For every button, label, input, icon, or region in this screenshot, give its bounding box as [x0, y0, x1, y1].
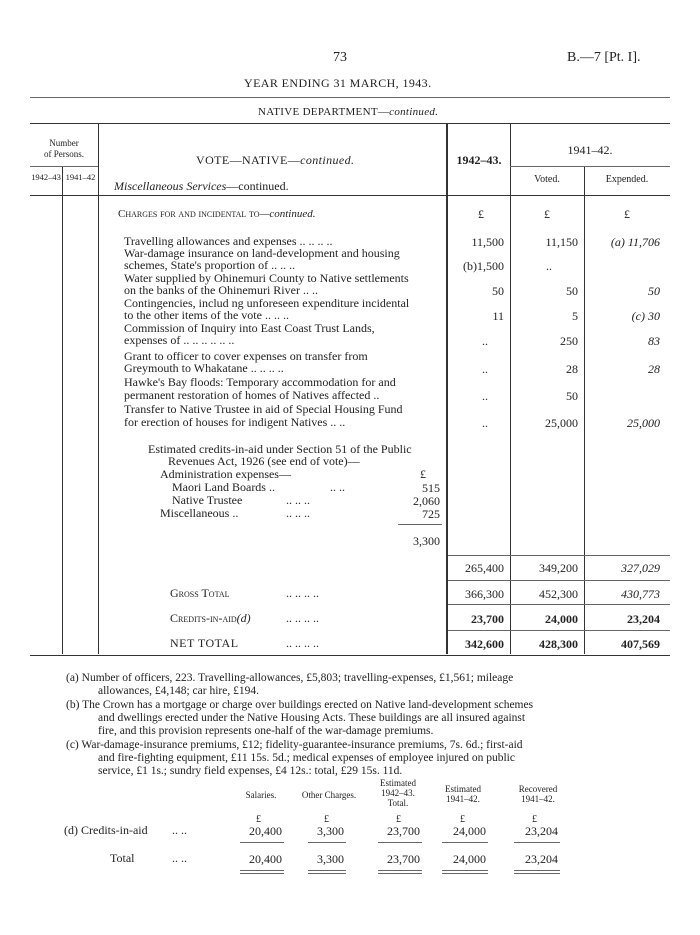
- vote-continued: continued.: [300, 153, 355, 167]
- summary-row-dots: .. ..: [172, 823, 187, 837]
- item-line: Hawke's Bay floods: Temporary accommodation for and: [124, 375, 396, 389]
- year-title: YEAR ENDING 31 MARCH, 1943.: [244, 76, 432, 90]
- summary-head-estimated-1942-43: [370, 778, 426, 808]
- credits-intro-line-1: Estimated credits-in-aid under Section 51 of the Public: [148, 442, 412, 456]
- subtotal-estimate: 265,400: [465, 561, 504, 575]
- table-head-bottom-rule: [30, 195, 670, 196]
- footnote-a-line-2: allowances, £4,148; car hire, £194.: [98, 685, 259, 697]
- item-expended: 28: [648, 362, 660, 376]
- subtotal-rule: [448, 555, 670, 556]
- summary-cell: 3,300: [317, 824, 344, 838]
- gross-total-voted: 452,300: [539, 587, 578, 601]
- header-rule: [30, 97, 670, 98]
- credits-in-aid-estimate: 23,700: [471, 612, 504, 626]
- summary-cell: 20,400: [249, 824, 282, 838]
- item-expended: (a) 11,706: [610, 235, 660, 249]
- credits-rule: [448, 604, 670, 605]
- item-line: War-damage insurance on land-development and housing: [124, 246, 400, 260]
- item-line: to the other items of the vote .. .. ..: [124, 308, 289, 322]
- item-voted: 5: [572, 309, 578, 323]
- summary-head-estimated-1941-42: [430, 784, 496, 804]
- summary-head-estimated-41-line: 1941–42.: [446, 794, 480, 804]
- summary-head-recovered-1941-42: [506, 784, 570, 804]
- credits-row-dots: .. .. ..: [286, 506, 310, 520]
- col-divider-persons: [98, 124, 99, 654]
- summary-total-cell: 23,204: [525, 852, 558, 866]
- expended-heading: Expended.: [605, 174, 649, 185]
- summary-double-rule: [378, 870, 422, 871]
- credits-row-label: Native Trustee: [172, 493, 243, 507]
- summary-double-rule: [308, 873, 346, 874]
- gross-total-expended: 430,773: [621, 587, 660, 601]
- credits-total-value: 3,300: [413, 534, 440, 548]
- item-expended: 50: [648, 284, 660, 298]
- credits-row-value: 2,060: [413, 494, 440, 508]
- item-voted: 11,150: [545, 235, 578, 249]
- charges-heading: [118, 208, 315, 220]
- item-line: expenses of .. .. .. .. .. ..: [124, 333, 235, 347]
- summary-double-rule: [514, 870, 560, 871]
- credits-in-aid-voted: 24,000: [545, 612, 578, 626]
- credits-row-dots: .. .. ..: [286, 493, 310, 507]
- misc-services-heading: [114, 179, 289, 194]
- item-line: Transfer to Native Trustee in aid of Special Housing Fund: [124, 402, 403, 416]
- credits-pound-sign: £: [420, 467, 426, 481]
- persons-heading-2: of Persons.: [44, 149, 84, 159]
- footnote-c-line-2: and fire-fighting equipment, £11 15s. 5d.; medical expenses of employee injured on public: [98, 752, 515, 764]
- item-voted: 250: [560, 334, 578, 348]
- vote-heading: [196, 153, 354, 168]
- pound-sign-estimate: £: [478, 207, 484, 221]
- credits-sum-rule: [398, 524, 442, 525]
- item-line: on the banks of the Ohinemuri River .. ..: [124, 283, 318, 297]
- summary-head-estimated-line: Total.: [387, 798, 409, 808]
- credits-in-aid-dots: .. .. .. ..: [286, 611, 319, 625]
- page-number: 73: [333, 50, 347, 65]
- item-estimate: ..: [482, 416, 488, 430]
- net-total-voted: 428,300: [539, 637, 578, 651]
- document-reference: B.—7 [Pt. I].: [567, 50, 641, 65]
- summary-pound-salaries: £: [256, 814, 261, 825]
- credits-in-aid-label-wrap: [170, 612, 251, 625]
- summary-head-other-charges: Other Charges.: [301, 790, 357, 800]
- charges-continued: —continued.: [259, 208, 316, 220]
- charges-label: Charges for and incidental to: [118, 208, 260, 220]
- item-voted: 50: [566, 284, 578, 298]
- summary-total-cell: 20,400: [249, 852, 282, 866]
- table-top-rule: [30, 123, 670, 124]
- subtotal-expended: 327,029: [621, 561, 660, 575]
- credits-row-label: Maori Land Boards ..: [172, 480, 275, 494]
- net-rule: [448, 630, 670, 631]
- summary-total-cell: 23,700: [387, 852, 420, 866]
- item-expended: 25,000: [627, 416, 660, 430]
- department-continued: continued.: [389, 106, 439, 118]
- net-total-dots: .. .. .. ..: [286, 636, 319, 650]
- gross-rule: [448, 580, 670, 581]
- col-1942-43-heading: 1942–43.: [456, 153, 502, 167]
- credits-in-aid-expended: 23,204: [627, 612, 660, 626]
- footnote-a-line-1: (a) Number of officers, 223. Travelling-allowances, £5,803; travelling-expenses, £1,561; mileage: [66, 672, 514, 684]
- item-estimate: 50: [492, 284, 504, 298]
- summary-double-rule: [442, 873, 488, 874]
- misc-services-continued: —continued.: [226, 179, 289, 193]
- gross-total-dots: .. .. .. ..: [286, 586, 319, 600]
- summary-total-cell: 24,000: [453, 852, 486, 866]
- item-voted: ..: [546, 259, 552, 273]
- credits-in-aid-ref: (d): [236, 611, 251, 625]
- summary-total-cell: 3,300: [317, 852, 344, 866]
- gross-total-estimate: 366,300: [465, 587, 504, 601]
- footnote-c-line-3: service, £1 1s.; sundry field expenses, £4 12s.: total, £29 15s. 11d.: [98, 765, 403, 777]
- footnote-b-line-3: fire, and this provision represents one-half of the war-damage premiums.: [98, 725, 434, 737]
- persons-col-1942-43: 1942–43: [31, 172, 61, 182]
- persons-heading-1: Number: [49, 138, 79, 148]
- summary-double-rule: [240, 873, 284, 874]
- gross-total-label: Gross Total: [170, 586, 230, 600]
- summary-row-label: (d) Credits-in-aid: [64, 823, 148, 837]
- misc-services-label: Miscellaneous Services: [114, 179, 227, 193]
- credits-row-dots: .. ..: [330, 480, 345, 494]
- net-total-estimate: 342,600: [465, 637, 504, 651]
- summary-head-estimated-line: Estimated: [380, 778, 416, 788]
- summary-head-recovered-line: 1941–42.: [521, 794, 555, 804]
- item-line: permanent restoration of homes of Natives affected ..: [124, 388, 380, 402]
- summary-double-rule: [378, 873, 422, 874]
- summary-pound-recovered: £: [532, 814, 537, 825]
- summary-pound-est42: £: [460, 814, 465, 825]
- summary-rule: [442, 842, 488, 843]
- item-line: Greymouth to Whakatane .. .. .. ..: [124, 361, 284, 375]
- net-total-expended: 407,569: [621, 637, 660, 651]
- summary-head-recovered-line: Recovered: [518, 784, 558, 794]
- department-name: NATIVE DEPARTMENT—: [258, 106, 390, 118]
- summary-double-rule: [442, 870, 488, 871]
- item-line: Water supplied by Ohinemuri County to Native settlements: [124, 271, 409, 285]
- credits-admin-heading: Administration expenses—: [160, 467, 291, 481]
- summary-double-rule: [308, 870, 346, 871]
- subtotal-voted: 349,200: [539, 561, 578, 575]
- summary-pound-est43: £: [396, 814, 401, 825]
- item-estimate: ..: [482, 389, 488, 403]
- footnote-b-line-2: and dwellings erected under the Native Housing Acts. These buildings are all insured against: [98, 712, 526, 724]
- summary-total-dots: .. ..: [172, 851, 187, 865]
- summary-rule: [514, 842, 560, 843]
- summary-rule: [240, 842, 284, 843]
- item-estimate: ..: [482, 362, 488, 376]
- item-line: for erection of houses for indigent Natives .. ..: [124, 415, 346, 429]
- item-line: Contingencies, includ ng unforeseen expenditure incidental: [124, 296, 410, 310]
- item-voted: 25,000: [545, 416, 578, 430]
- vote-name: VOTE—NATIVE—: [196, 153, 301, 167]
- col-1941-42-heading: 1941–42.: [567, 143, 613, 157]
- item-line: Travelling allowances and expenses .. .. .. ..: [124, 234, 333, 248]
- department-title: [258, 106, 438, 118]
- item-estimate: ..: [482, 334, 488, 348]
- summary-cell: 23,204: [525, 824, 558, 838]
- item-estimate: 11: [492, 309, 504, 323]
- col-divider-voted: [510, 124, 511, 654]
- item-line: Commission of Inquiry into East Coast Trust Lands,: [124, 321, 375, 335]
- year41-head-rule: [510, 166, 670, 167]
- item-expended: (c) 30: [631, 309, 660, 323]
- col-divider-persons-mid: [62, 166, 63, 654]
- summary-double-rule: [240, 870, 284, 871]
- item-voted: 50: [566, 389, 578, 403]
- footnote-b-line-1: (b) The Crown has a mortgage or charge over buildings erected on Native land-development schemes: [66, 699, 534, 711]
- persons-head-rule: [30, 166, 98, 167]
- summary-rule: [378, 842, 422, 843]
- item-estimate: (b)1,500: [463, 259, 504, 273]
- summary-cell: 23,700: [387, 824, 420, 838]
- item-estimate: 11,500: [471, 235, 504, 249]
- summary-rule: [308, 842, 346, 843]
- footnote-c-line-1: (c) War-damage-insurance premiums, £12; fidelity-guarantee-insurance premiums, 7s. 6d.; first-aid: [66, 739, 523, 751]
- summary-head-estimated-line: 1942–43.: [381, 788, 415, 798]
- item-line: Grant to officer to cover expenses on transfer from: [124, 349, 368, 363]
- table-bottom-rule: [30, 655, 670, 656]
- summary-pound-other: £: [324, 814, 329, 825]
- credits-row-value: 725: [422, 507, 440, 521]
- persons-col-1941-42: 1941–42: [65, 172, 96, 182]
- summary-head-estimated-41-line: Estimated: [445, 784, 481, 794]
- pound-sign-voted: £: [544, 207, 550, 221]
- summary-double-rule: [514, 873, 560, 874]
- item-line: schemes, State's proportion of .. .. ..: [124, 258, 296, 272]
- pound-sign-expended: £: [624, 207, 630, 221]
- credits-intro-line-2: Revenues Act, 1926 (see end of vote)—: [168, 454, 360, 468]
- credits-row-label: Miscellaneous ..: [160, 506, 239, 520]
- voted-heading: Voted.: [534, 174, 560, 185]
- credits-in-aid-label: Credits-in-aid: [170, 611, 237, 625]
- item-expended: 83: [648, 334, 660, 348]
- summary-total-label: Total: [110, 851, 135, 865]
- item-voted: 28: [566, 362, 578, 376]
- credits-row-value: 515: [422, 481, 440, 495]
- summary-cell: 24,000: [453, 824, 486, 838]
- net-total-label: NET TOTAL: [170, 636, 239, 650]
- summary-head-salaries: Salaries.: [245, 790, 277, 800]
